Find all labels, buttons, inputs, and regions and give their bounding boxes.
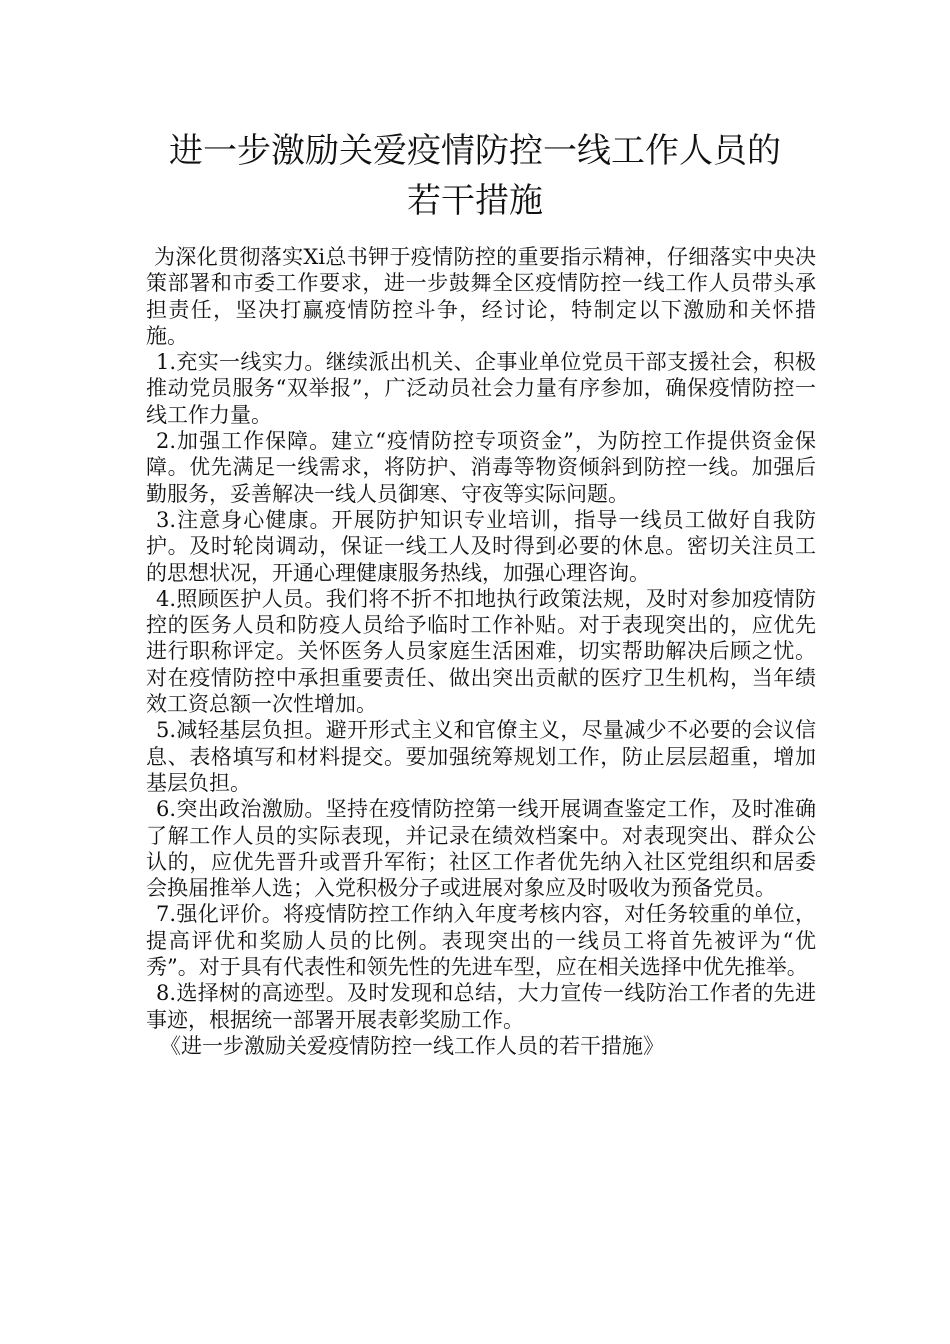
measure-item-7: 7.强化评价。将疫情防控工作纳入年度考核内容，对任务较重的单位，提高评优和奖励人员的比例。表现突出的一线员工将首先被评为“优秀”。对于具有代表性和领先性的先进车型，应在相关选择中优先推举。 bbox=[146, 902, 816, 980]
closing-title-reference: 《进一步激励关爱疫情防控一线工作人员的若干措施》 bbox=[160, 1033, 664, 1058]
measure-item-3: 3.注意身心健康。开展防护知识专业培训，指导一线员工做好自我防护。及时轮岗调动，保证一线工人及时得到必要的休息。密切关注员工的思想状况，开通心理健康服务热线，加强心理咨询。 bbox=[146, 507, 816, 585]
document-title-line-1: 进一步激励关爱疫情防控一线工作人员的 bbox=[169, 131, 781, 171]
intro-paragraph: 为深化贯彻落实Xi总书钾于疫情防控的重要指示精神，仔细落实中央决策部署和市委工作要求，进一步鼓舞全区疫情防控一线工作人员带头承担责任，坚决打赢疫情防控斗争，经讨论，特制定以下激励和关怀措施。 bbox=[146, 245, 816, 348]
measure-item-5: 5.减轻基层负担。避开形式主义和官僚主义，尽量减少不必要的会议信息、表格填写和材料提交。要加强统筹规划工作，防止层层超重，增加基层负担。 bbox=[146, 718, 816, 795]
document-body bbox=[146, 244, 816, 1059]
measure-item-8: 8.选择树的高迹型。及时发现和总结，大力宣传一线防治工作者的先进事迹，根据统一部署开展表彰奖励工作。 bbox=[146, 981, 816, 1032]
measure-item-1: 1.充实一线实力。继续派出机关、企事业单位党员干部支援社会，积极推动党员服务“双举报”，广泛动员社会力量有序参加，确保疫情防控一线工作力量。 bbox=[146, 350, 816, 427]
measure-item-4: 4.照顾医护人员。我们将不折不扣地执行政策法规，及时对参加疫情防控的医务人员和防疫人员给予临时工作补贴。对于表现突出的，应优先进行职称评定。关怀医务人员家庭生活困难，切实帮助解决后顾之忧。对在疫情防控中承担重要责任、做出突出贡献的医疗卫生机构，当年绩效工资总额一次性增加。 bbox=[146, 586, 816, 717]
document-title-line-2: 若干措施 bbox=[407, 181, 543, 221]
measure-item-6: 6.突出政治激励。坚持在疫情防控第一线开展调查鉴定工作，及时准确了解工作人员的实际表现，并记录在绩效档案中。对表现突出、群众公认的，应优先晋升或晋升军衔；社区工作者优先纳入社区党组织和居委会换届推举人选；入党积极分子或进展对象应及时吸收为预备党员。 bbox=[146, 797, 816, 901]
measure-item-2: 2.加强工作保障。建立“疫情防控专项资金”，为防控工作提供资金保障。优先满足一线需求，将防护、消毒等物资倾斜到防控一线。加强后勤服务，妥善解决一线人员御寒、守夜等实际问题。 bbox=[146, 429, 816, 506]
